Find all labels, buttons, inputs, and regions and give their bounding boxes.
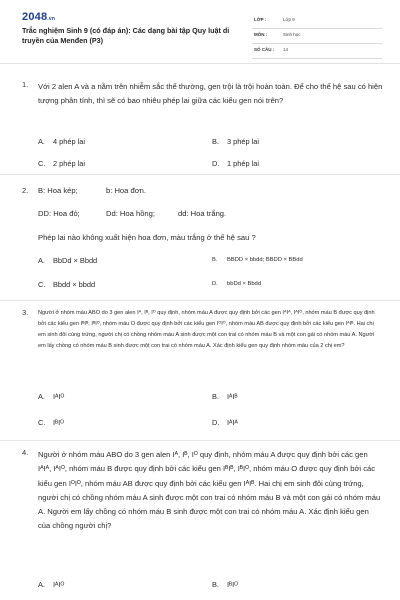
option-c[interactable]: [38, 280, 95, 289]
option-a[interactable]: [38, 392, 64, 401]
option-letter: A.: [38, 256, 45, 265]
option-text: bbDd × Bbdd: [227, 281, 262, 287]
option-letter: D.: [212, 159, 220, 168]
option-letter: B.: [212, 580, 219, 589]
option-letter: B.: [212, 392, 219, 401]
option-text: IᴬIᴼ: [53, 580, 65, 589]
meta-label: LỚP :: [254, 17, 267, 22]
question-text: B: Hoa kép;: [38, 186, 78, 195]
question-text: Dd: Hoa hồng;: [106, 209, 155, 218]
option-letter: C.: [38, 280, 46, 289]
meta-label: SỐ CÂU :: [254, 47, 275, 52]
option-text: 4 phép lai: [53, 137, 86, 146]
option-letter: D.: [212, 281, 218, 287]
option-text: 2 phép lai: [53, 159, 86, 168]
option-text: Bbdd × bbdd: [53, 280, 96, 289]
option-letter: D.: [212, 418, 220, 427]
meta-table: [252, 14, 382, 59]
site-logo[interactable]: [22, 11, 55, 23]
option-a[interactable]: [38, 580, 64, 589]
option-d[interactable]: [212, 418, 238, 427]
option-b[interactable]: [212, 137, 259, 146]
meta-value: 14: [283, 47, 289, 52]
question-text: Với 2 alen A và a nằm trên nhiễm sắc thể thường, gen trội là trội hoàn toàn. Để cho thế hệ sau có hiện tượng phân tính, thì sẽ có bao nhiêu phép lai giữa các kiểu gen nói trên?: [38, 82, 383, 105]
question-text: Phép lai nào không xuất hiện hoa đơn, màu trắng ở thế hệ sau ?: [38, 233, 256, 242]
question-text: b: Hoa đơn.: [106, 186, 147, 195]
meta-value: Lớp 9: [283, 17, 295, 22]
meta-label: MÔN :: [254, 32, 268, 37]
option-text: IᴮIᴼ: [53, 418, 64, 427]
option-text: BbDd × Bbdd: [53, 256, 98, 265]
question-divider: [0, 300, 400, 301]
option-text: IᴮIᴼ: [227, 580, 238, 589]
question-4: [22, 448, 382, 598]
question-2: [22, 186, 382, 296]
page-title: Trắc nghiệm Sinh 9 (có đáp án): Các dạng bài tập Quy luật di truyền của Menđen (P3): [22, 26, 230, 45]
option-text: IᴬIᴬ: [227, 418, 238, 427]
option-a[interactable]: [38, 256, 97, 265]
option-text: 1 phép lai: [227, 159, 260, 168]
question-3: [22, 308, 382, 440]
option-text: IᴬIᴼ: [53, 392, 65, 401]
header-divider: [0, 63, 400, 64]
option-text: IᴬIᴮ: [227, 392, 238, 401]
option-d[interactable]: [212, 159, 259, 168]
meta-row-class: [252, 14, 382, 29]
meta-value: Sinh học: [283, 32, 301, 37]
option-d[interactable]: [212, 281, 261, 287]
option-letter: B.: [212, 137, 219, 146]
question-1: [22, 80, 382, 180]
option-letter: C.: [38, 159, 46, 168]
logo-text: 2048: [22, 11, 48, 23]
question-number: 2.: [22, 186, 29, 195]
option-text: BBDD × bbdd; BBDD × BBdd: [227, 257, 303, 263]
question-divider: [0, 174, 400, 175]
option-a[interactable]: [38, 137, 85, 146]
option-b[interactable]: [212, 392, 238, 401]
option-b[interactable]: [212, 580, 238, 589]
logo-suffix: .vn: [47, 16, 56, 22]
option-letter: A.: [38, 392, 45, 401]
option-letter: A.: [38, 580, 45, 589]
meta-row-count: [252, 44, 382, 59]
option-letter: A.: [38, 137, 45, 146]
option-c[interactable]: [38, 159, 85, 168]
meta-row-subject: [252, 29, 382, 44]
option-letter: C.: [38, 418, 46, 427]
option-letter: B.: [212, 257, 218, 263]
question-text: Người ở nhóm máu ABO do 3 gen alen Iᴬ, Iᴮ, Iᴼ quy định, nhóm máu A được quy định bởi các gen IᴬIᴬ, IᴬIᴼ, nhóm máu B được quy định bởi các kiểu gen IᴮIᴮ, IᴮIᴼ, nhóm máu O được quy định bởi các kiểu gen IᴼIᴼ, nhóm máu AB được quy định bởi các kiểu gen IᴬIᴮ. Hai chị em sinh đôi cùng trứng, người chị có chồng nhóm máu A sinh được một con trai có nhóm máu B và một con gái có nhóm máu A. Người em lấy chồng có nhóm máu B sinh được một con trai có nhóm máu A. Xác định kiểu gen quy định nhóm máu của 2 chị em?: [38, 310, 375, 349]
question-text: DD: Hoa đỏ;: [38, 209, 80, 218]
question-divider: [0, 440, 400, 441]
page-header: [0, 0, 400, 60]
question-number: 1.: [22, 80, 29, 89]
question-number: 3.: [22, 308, 29, 317]
question-number: 4.: [22, 448, 29, 457]
option-text: 3 phép lai: [227, 137, 260, 146]
option-b[interactable]: [212, 257, 303, 263]
question-text: Người ở nhóm máu ABO do 3 gen alen Iᴬ, Iᴮ, Iᴼ quy định, nhóm máu A được quy định bởi các gen IᴬIᴬ, IᴬIᴼ, nhóm máu B được quy định bởi các kiểu gen IᴮIᴮ, IᴮIᴼ, nhóm máu O được quy định bởi các kiểu gen IᴼIᴼ, nhóm máu AB được quy định bởi các kiểu gen IᴬIᴮ. Hai chị em sinh đôi cùng trứng, người chị có chồng nhóm máu A sinh được một con trai có nhóm máu B và một con gái có nhóm máu A. Người em lấy chồng có nhóm máu B sinh được một con trai có nhóm máu A. Xác định kiểu gen của chồng người chị?: [38, 450, 381, 531]
question-text: dd: Hoa trắng.: [178, 209, 227, 218]
option-c[interactable]: [38, 418, 64, 427]
